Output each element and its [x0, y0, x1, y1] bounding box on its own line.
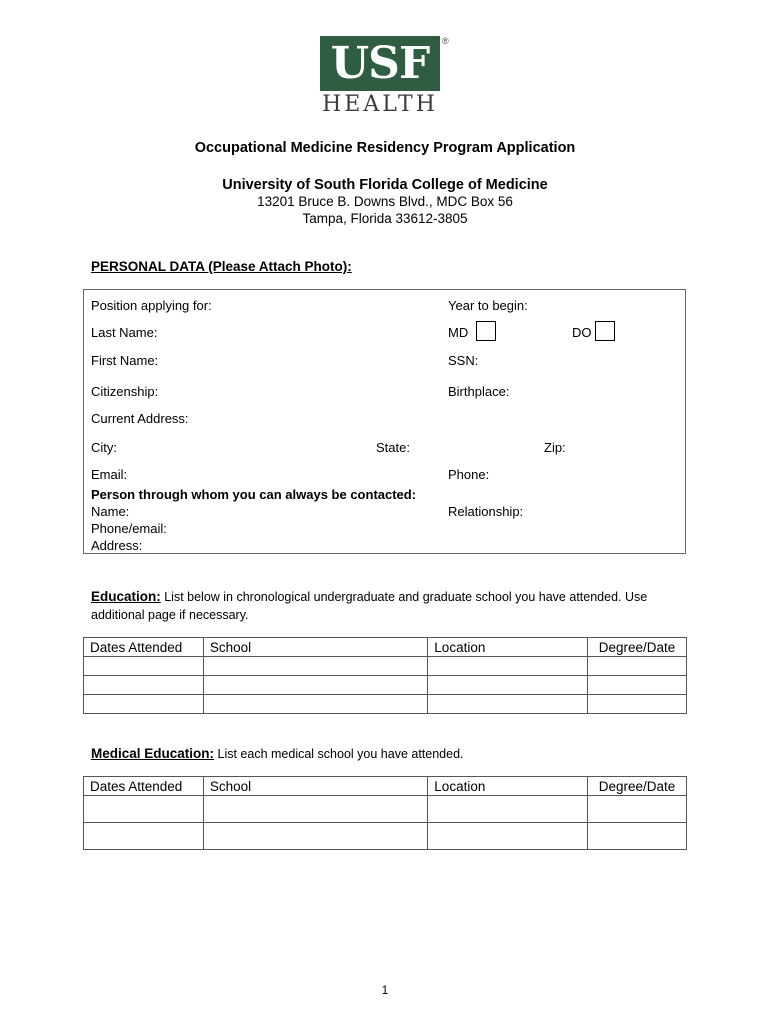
- first-name-label: First Name:: [91, 353, 159, 368]
- medical-education-heading: Medical Education:: [91, 746, 215, 761]
- contact-phone-label: Phone/email:: [91, 521, 167, 536]
- address-line-2: Tampa, Florida 33612-3805: [302, 211, 468, 226]
- address-line-1: 13201 Bruce B. Downs Blvd., MDC Box 56: [257, 194, 513, 209]
- col-location: Location: [428, 777, 588, 796]
- birthplace-label: Birthplace:: [448, 384, 510, 399]
- usf-health-logo: [320, 36, 450, 116]
- ssn-label: SSN:: [448, 353, 479, 368]
- table-row[interactable]: [84, 823, 687, 850]
- page-number: 1: [381, 983, 389, 997]
- education-heading: Education:: [91, 589, 161, 604]
- email-label: Email:: [91, 467, 128, 482]
- citizenship-label: Citizenship:: [91, 384, 159, 399]
- phone-label: Phone:: [448, 467, 490, 482]
- year-label: Year to begin:: [448, 298, 528, 313]
- table-header-row: [84, 638, 687, 657]
- contact-name-label: Name:: [91, 504, 130, 519]
- col-school: School: [203, 638, 427, 657]
- table-row[interactable]: [84, 676, 687, 695]
- contact-heading: Person through whom you can always be contacted:: [91, 487, 417, 502]
- col-dates-attended: Dates Attended: [84, 777, 204, 796]
- logo-health: HEALTH: [322, 92, 438, 117]
- col-degree-date: Degree/Date: [588, 638, 687, 657]
- md-checkbox[interactable]: [476, 321, 496, 341]
- last-name-label: Last Name:: [91, 325, 158, 340]
- logo-usf: USF: [330, 37, 430, 89]
- md-label: MD: [448, 325, 469, 340]
- medical-education-intro: [91, 746, 464, 761]
- institution-name: University of South Florida College of Medicine: [222, 177, 548, 193]
- medical-education-table: [83, 776, 687, 850]
- current-address-label: Current Address:: [91, 411, 189, 426]
- col-degree-date: Degree/Date: [588, 777, 687, 796]
- col-dates-attended: Dates Attended: [84, 638, 204, 657]
- col-location: Location: [428, 638, 588, 657]
- do-label: DO: [572, 325, 592, 340]
- city-label: City:: [91, 440, 117, 455]
- education-table: [83, 637, 687, 714]
- col-school: School: [203, 777, 427, 796]
- education-note-1: List below in chronological undergraduate and graduate school you have attended. Use: [160, 590, 648, 604]
- table-header-row: [84, 777, 687, 796]
- contact-address-label: Address:: [91, 538, 143, 553]
- relationship-label: Relationship:: [448, 504, 524, 519]
- page-title: Occupational Medicine Residency Program Application: [194, 140, 576, 156]
- education-intro: [91, 589, 691, 604]
- zip-label: Zip:: [544, 440, 566, 455]
- personal-data-heading: PERSONAL DATA (Please Attach Photo):: [91, 259, 352, 274]
- do-checkbox[interactable]: [595, 321, 615, 341]
- personal-data-box: [83, 289, 686, 554]
- position-label: Position applying for:: [91, 298, 212, 313]
- state-label: State:: [376, 440, 410, 455]
- medical-education-note: List each medical school you have attended.: [214, 747, 464, 761]
- table-row[interactable]: [84, 796, 687, 823]
- table-row[interactable]: [84, 657, 687, 676]
- logo-registered-mark: ®: [442, 36, 449, 46]
- table-row[interactable]: [84, 695, 687, 714]
- education-note-2: additional page if necessary.: [91, 608, 249, 622]
- logo-box: [320, 36, 440, 91]
